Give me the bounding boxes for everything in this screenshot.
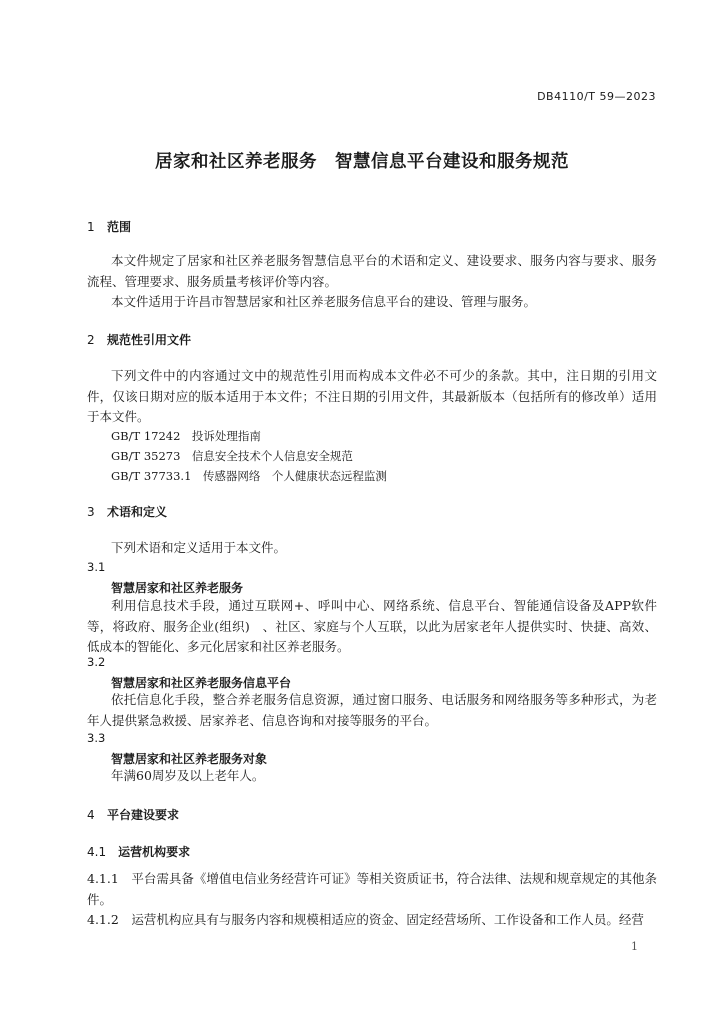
clause-4-1-2 <box>87 910 657 930</box>
term-definition: 利用信息技术手段，通过互联网+、呼叫中心、网络系统、信息平台、智能通信设备及APP软件等，将政府、服务企业(组织) 、社区、家庭与个人互联，以此为居家老年人提供实时、快捷、高效、低成本的智能化、多元化居家和社区养老服务。 <box>87 598 657 654</box>
term-name: 智慧居家和社区养老服务信息平台 <box>111 676 292 690</box>
clause-4-1-1 <box>87 869 657 910</box>
clause-number: 4.1.2 <box>87 912 119 927</box>
term-number: 3.3 <box>87 731 106 745</box>
term-name: 智慧居家和社区养老服务对象 <box>111 752 268 766</box>
reference-item: GB/T 35273 信息安全技术个人信息安全规范 <box>111 449 353 463</box>
subsection-number: 4.1 <box>87 845 107 859</box>
section-title: 规范性引用文件 <box>107 333 192 347</box>
term-definition: 依托信息化手段，整合养老服务信息资源，通过窗口服务、电话服务和网络服务等多种形式，为老年人提供紧急救援、居家养老、信息咨询和对接等服务的平台。 <box>87 692 657 728</box>
subsection-heading <box>87 843 190 860</box>
section-number: 3 <box>87 505 95 519</box>
section-title: 平台建设要求 <box>107 808 180 822</box>
section-3-heading <box>87 503 167 520</box>
page-number: 1 <box>631 940 638 953</box>
section-1-paragraph-1: 本文件规定了居家和社区养老服务智慧信息平台的术语和定义、建设要求、服务内容与要求、服务流程、管理要求、服务质量考核评价等内容。 <box>87 253 657 289</box>
term-name: 智慧居家和社区养老服务 <box>111 581 244 595</box>
term-number: 3.2 <box>87 655 106 669</box>
section-title: 范围 <box>107 220 132 234</box>
section-number: 1 <box>87 220 95 234</box>
section-3-intro: 下列术语和定义适用于本文件。 <box>111 540 287 555</box>
section-1-paragraph-2: 本文件适用于许昌市智慧居家和社区养老服务信息平台的建设、管理与服务。 <box>111 294 537 309</box>
clause-text: 运营机构应具有与服务内容和规模相适应的资金、固定经营场所、工作设备和工作人员。经营 <box>131 912 644 927</box>
reference-item: GB/T 37733.1 传感器网络 个人健康状态远程监测 <box>111 469 387 483</box>
section-1-heading <box>87 218 131 235</box>
section-number: 4 <box>87 808 95 822</box>
term-definition: 年满60周岁及以上老年人。 <box>111 768 265 783</box>
subsection-title: 运营机构要求 <box>118 845 191 859</box>
section-2-heading <box>87 331 191 348</box>
standard-number: DB4110/T 59—2023 <box>537 90 656 103</box>
section-4-heading <box>87 806 179 823</box>
document-title: 居家和社区养老服务 智慧信息平台建设和服务规范 <box>155 152 569 172</box>
section-title: 术语和定义 <box>107 505 168 519</box>
term-number: 3.1 <box>87 560 106 574</box>
reference-item: GB/T 17242 投诉处理指南 <box>111 429 261 443</box>
section-2-paragraph: 下列文件中的内容通过文中的规范性引用而构成本文件必不可少的条款。其中，注日期的引用文件，仅该日期对应的版本适用于本文件；不注日期的引用文件，其最新版本（包括所有的修改单）适用于本文件。 <box>87 368 657 424</box>
clause-text: 平台需具备《增值电信业务经营许可证》等相关资质证书，符合法律、法规和规章规定的其他条件。 <box>87 871 657 907</box>
section-number: 2 <box>87 333 95 347</box>
clause-number: 4.1.1 <box>87 871 119 886</box>
